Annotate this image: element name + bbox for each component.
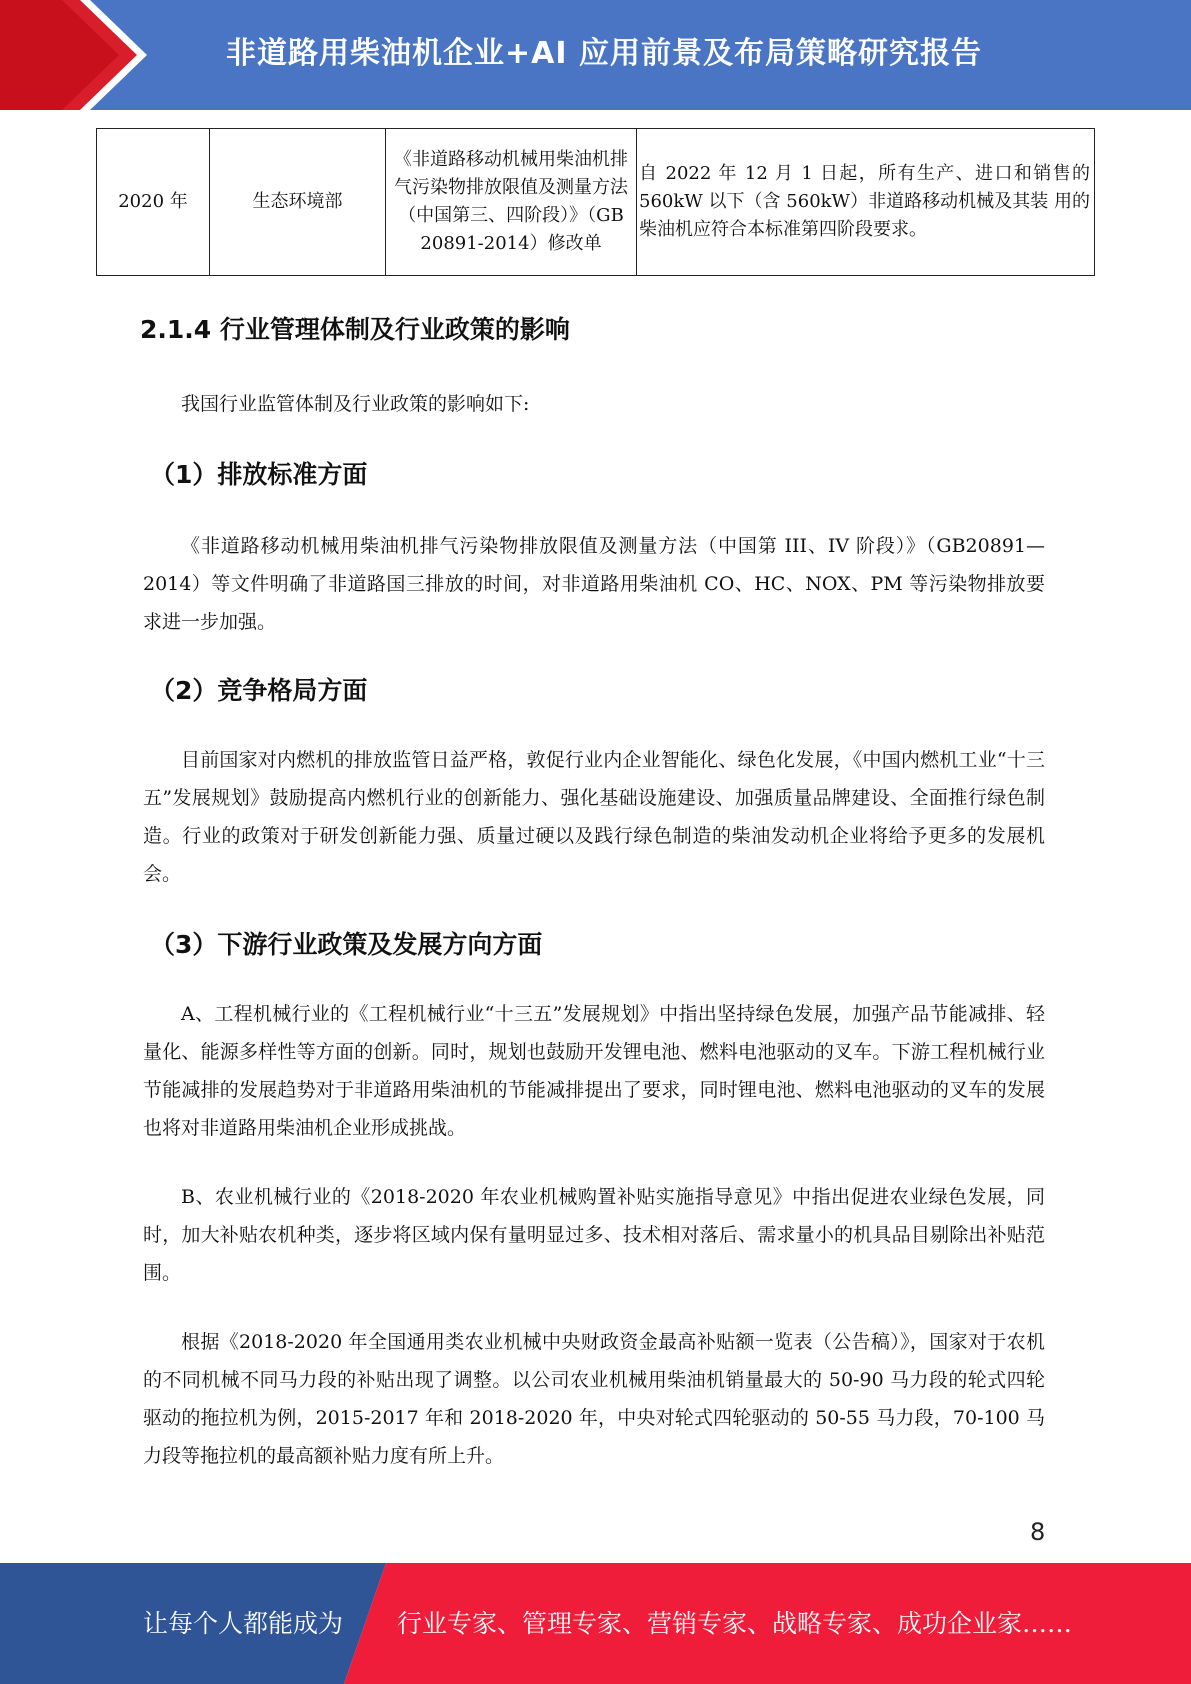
section-intro: 我国行业监管体制及行业政策的影响如下: — [181, 393, 530, 415]
footer-slogan-left: 让每个人都能成为 — [143, 1609, 344, 1638]
section-heading: 2.1.4 行业管理体制及行业政策的影响 — [140, 315, 570, 344]
paragraph-agricultural-machinery: B、农业机械行业的《2018-2020 年农业机械购置补贴实施指导意见》中指出促进农业绿色发展，同时，加大补贴农机种类，逐步将区域内保有量明显过多、技术相对落后、需求量小的机具品目剔除出补贴范围。 — [143, 1186, 1045, 1284]
paragraph-subsidy-adjustment: 根据《2018-2020 年全国通用类农业机械中央财政资金最高补贴额一览表（公告稿）》，国家对于农机的不同机械不同马力段的补贴出现了调整。以公司农业机械用柴油机销量最大的 50-90 马力段的轮式四轮驱动的拖拉机为例，2015-2017 年和 2018-2020 年，中央对轮式四轮驱动的 50-55 马力段，70-100 马力段等拖拉机的最高额补贴力度有所上升。 — [143, 1331, 1045, 1467]
subsection-heading-competition: （2）竞争格局方面 — [150, 676, 368, 705]
header-red-arrow-decoration — [0, 0, 150, 110]
table-cell-department: 生态环境部 — [210, 129, 386, 276]
paragraph-engineering-machinery: A、工程机械行业的《工程机械行业“十三五”发展规划》中指出坚持绿色发展，加强产品节能减排、轻量化、能源多样性等方面的创新。同时，规划也鼓励开发锂电池、燃料电池驱动的叉车。下游工程机械行业节能减排的发展趋势对于非道路用柴油机的节能减排提出了要求，同时锂电池、燃料电池驱动的叉车的发展也将对非道路用柴油机企业形成挑战。 — [143, 1003, 1045, 1139]
table-row — [97, 129, 1095, 276]
policy-table — [96, 128, 1095, 276]
table-cell-content: 自 2022 年 12 月 1 日起，所有生产、进口和销售的 560kW 以下（含 560kW）非道路移动机械及其装 用的柴油机应符合本标准第四阶段要求。 — [637, 129, 1095, 276]
page-header — [0, 0, 1191, 110]
page-number: 8 — [1030, 1518, 1046, 1546]
subsection-heading-emission: （1）排放标准方面 — [150, 460, 368, 489]
table-cell-year: 2020 年 — [97, 129, 210, 276]
report-title: 非道路用柴油机企业+AI 应用前景及布局策略研究报告 — [226, 36, 982, 71]
paragraph-emission: 《非道路移动机械用柴油机排气污染物排放限值及测量方法（中国第 III、IV 阶段）》（GB20891—2014）等文件明确了非道路国三排放的时间，对非道路用柴油机 CO、HC、NOX、PM 等污染物排放要求进一步加强。 — [143, 535, 1045, 633]
subsection-heading-downstream: （3）下游行业政策及发展方向方面 — [150, 930, 543, 959]
paragraph-competition: 目前国家对内燃机的排放监管日益严格，敦促行业内企业智能化、绿色化发展，《中国内燃机工业“十三五”发展规划》鼓励提高内燃机行业的创新能力、强化基础设施建设、加强质量品牌建设、全面推行绿色制造。行业的政策对于研发创新能力强、质量过硬以及践行绿色制造的柴油发动机企业将给予更多的发展机会。 — [143, 749, 1045, 885]
table-cell-document-name: 《非道路移动机械用柴油机排气污染物排放限值及测量方法（中国第三、四阶段）》（GB 20891-2014）修改单 — [386, 129, 637, 276]
footer-slogan-right: 行业专家、管理专家、营销专家、战略专家、成功企业家…… — [397, 1609, 1073, 1638]
